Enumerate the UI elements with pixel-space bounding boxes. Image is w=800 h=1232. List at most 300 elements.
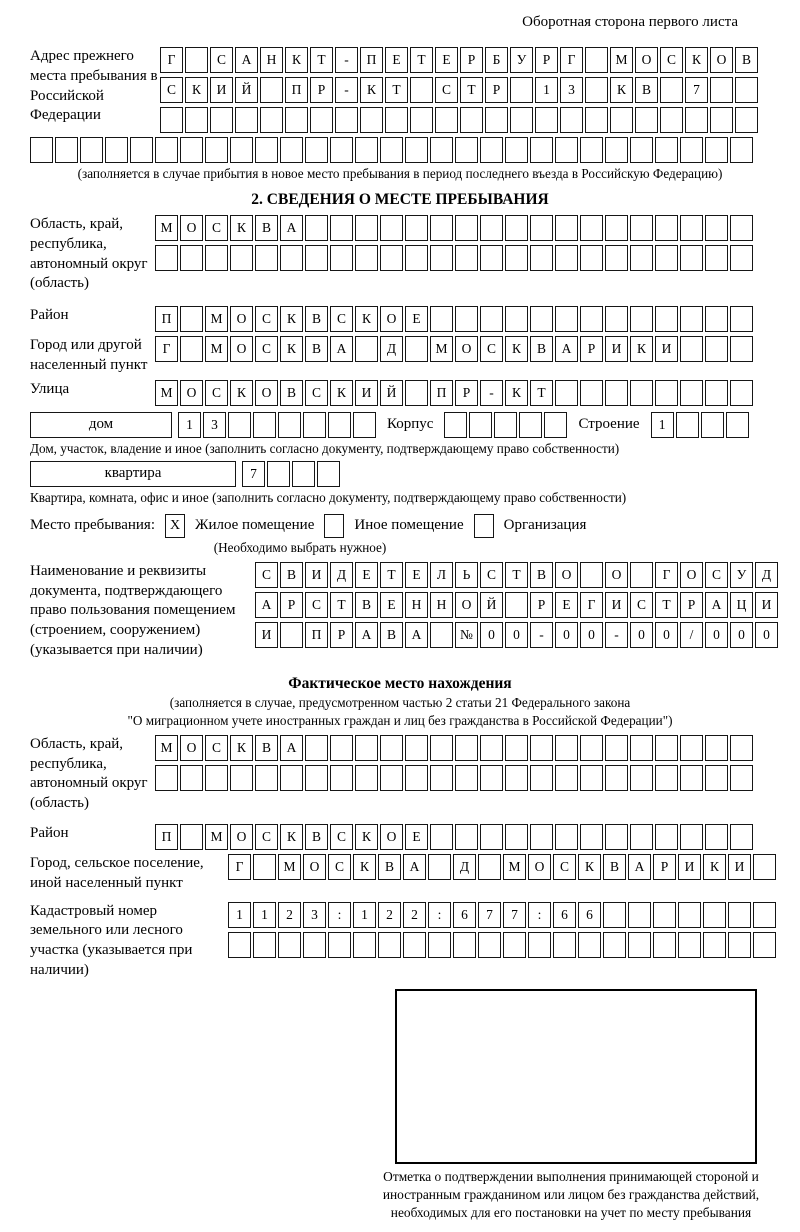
char-cell[interactable] (355, 215, 378, 241)
char-cell[interactable]: О (605, 562, 628, 588)
char-cell[interactable] (580, 765, 603, 791)
char-cell[interactable]: Р (535, 47, 558, 73)
char-cell[interactable] (353, 412, 376, 438)
char-cell[interactable]: А (705, 592, 728, 618)
char-cell[interactable] (455, 245, 478, 271)
char-cell[interactable] (530, 137, 553, 163)
char-cell[interactable] (480, 245, 503, 271)
char-cell[interactable]: А (235, 47, 258, 73)
char-cell[interactable] (678, 902, 701, 928)
char-cell[interactable]: С (630, 592, 653, 618)
char-cell[interactable]: Е (355, 562, 378, 588)
char-cell[interactable] (753, 932, 776, 958)
char-cell[interactable]: А (403, 854, 426, 880)
char-cell[interactable] (380, 245, 403, 271)
char-cell[interactable] (430, 245, 453, 271)
char-cell[interactable]: Р (530, 592, 553, 618)
char-cell[interactable]: Б (485, 47, 508, 73)
char-cell[interactable]: Т (385, 77, 408, 103)
char-cell[interactable] (580, 824, 603, 850)
char-cell[interactable]: 7 (685, 77, 708, 103)
char-cell[interactable] (478, 854, 501, 880)
char-cell[interactable] (730, 824, 753, 850)
char-cell[interactable] (55, 137, 78, 163)
char-cell[interactable] (660, 77, 683, 103)
char-cell[interactable] (710, 107, 733, 133)
char-cell[interactable]: Р (680, 592, 703, 618)
char-cell[interactable]: П (155, 306, 178, 332)
char-cell[interactable] (680, 306, 703, 332)
char-cell[interactable] (278, 412, 301, 438)
char-cell[interactable] (280, 765, 303, 791)
char-cell[interactable] (510, 107, 533, 133)
char-cell[interactable] (505, 735, 528, 761)
char-cell[interactable]: - (605, 622, 628, 648)
char-cell[interactable]: К (280, 336, 303, 362)
char-cell[interactable]: Ц (730, 592, 753, 618)
char-cell[interactable] (705, 336, 728, 362)
char-cell[interactable] (655, 824, 678, 850)
char-cell[interactable] (428, 854, 451, 880)
char-cell[interactable] (530, 735, 553, 761)
char-cell[interactable]: С (205, 215, 228, 241)
char-cell[interactable]: В (735, 47, 758, 73)
char-cell[interactable]: Г (580, 592, 603, 618)
char-cell[interactable]: В (255, 735, 278, 761)
char-cell[interactable] (155, 245, 178, 271)
char-cell[interactable] (505, 215, 528, 241)
char-cell[interactable]: В (380, 622, 403, 648)
char-cell[interactable] (726, 412, 749, 438)
char-cell[interactable]: Л (430, 562, 453, 588)
char-cell[interactable] (355, 245, 378, 271)
char-cell[interactable] (460, 107, 483, 133)
checkbox-residential[interactable]: X (165, 514, 185, 538)
char-cell[interactable] (255, 245, 278, 271)
char-cell[interactable]: К (330, 380, 353, 406)
char-cell[interactable]: В (355, 592, 378, 618)
char-cell[interactable] (410, 107, 433, 133)
char-cell[interactable] (405, 245, 428, 271)
char-cell[interactable] (505, 765, 528, 791)
char-cell[interactable] (330, 245, 353, 271)
char-cell[interactable] (705, 765, 728, 791)
char-cell[interactable] (705, 380, 728, 406)
char-cell[interactable] (605, 735, 628, 761)
char-cell[interactable]: Д (330, 562, 353, 588)
char-cell[interactable]: К (578, 854, 601, 880)
char-cell[interactable] (530, 824, 553, 850)
char-cell[interactable] (553, 932, 576, 958)
char-cell[interactable]: С (305, 380, 328, 406)
char-cell[interactable]: В (255, 215, 278, 241)
char-cell[interactable]: Н (430, 592, 453, 618)
char-cell[interactable]: Р (310, 77, 333, 103)
char-cell[interactable]: М (155, 215, 178, 241)
char-cell[interactable]: О (180, 215, 203, 241)
char-cell[interactable] (655, 765, 678, 791)
char-cell[interactable]: В (305, 336, 328, 362)
char-cell[interactable]: М (430, 336, 453, 362)
char-cell[interactable] (655, 215, 678, 241)
char-cell[interactable]: С (255, 562, 278, 588)
char-cell[interactable]: Е (405, 562, 428, 588)
char-cell[interactable] (360, 107, 383, 133)
char-cell[interactable]: С (255, 306, 278, 332)
char-cell[interactable] (730, 245, 753, 271)
char-cell[interactable] (630, 306, 653, 332)
char-cell[interactable] (105, 137, 128, 163)
char-cell[interactable] (555, 735, 578, 761)
char-cell[interactable]: 6 (453, 902, 476, 928)
char-cell[interactable] (555, 380, 578, 406)
char-cell[interactable] (519, 412, 542, 438)
char-cell[interactable] (680, 245, 703, 271)
char-cell[interactable] (205, 765, 228, 791)
char-cell[interactable] (455, 735, 478, 761)
char-cell[interactable] (730, 137, 753, 163)
char-cell[interactable]: А (405, 622, 428, 648)
char-cell[interactable] (753, 902, 776, 928)
char-cell[interactable] (653, 902, 676, 928)
char-cell[interactable] (155, 765, 178, 791)
char-cell[interactable] (728, 932, 751, 958)
char-cell[interactable]: К (505, 336, 528, 362)
char-cell[interactable] (228, 412, 251, 438)
char-cell[interactable]: 7 (478, 902, 501, 928)
char-cell[interactable]: С (480, 336, 503, 362)
char-cell[interactable]: Т (330, 592, 353, 618)
char-cell[interactable]: О (380, 824, 403, 850)
char-cell[interactable]: С (255, 336, 278, 362)
char-cell[interactable] (430, 765, 453, 791)
char-cell[interactable]: К (360, 77, 383, 103)
char-cell[interactable] (585, 107, 608, 133)
char-cell[interactable] (605, 215, 628, 241)
char-cell[interactable] (330, 735, 353, 761)
char-cell[interactable] (205, 137, 228, 163)
char-cell[interactable]: Г (655, 562, 678, 588)
char-cell[interactable] (530, 245, 553, 271)
char-cell[interactable] (578, 932, 601, 958)
char-cell[interactable] (505, 245, 528, 271)
char-cell[interactable] (730, 215, 753, 241)
char-cell[interactable]: Д (453, 854, 476, 880)
char-cell[interactable] (285, 107, 308, 133)
char-cell[interactable]: Ь (455, 562, 478, 588)
char-cell[interactable] (180, 824, 203, 850)
char-cell[interactable] (353, 932, 376, 958)
char-cell[interactable]: С (705, 562, 728, 588)
char-cell[interactable] (585, 77, 608, 103)
char-cell[interactable]: К (610, 77, 633, 103)
char-cell[interactable] (535, 107, 558, 133)
char-cell[interactable]: В (530, 336, 553, 362)
char-cell[interactable]: В (603, 854, 626, 880)
char-cell[interactable] (185, 47, 208, 73)
char-cell[interactable]: В (378, 854, 401, 880)
char-cell[interactable]: К (355, 824, 378, 850)
char-cell[interactable] (555, 306, 578, 332)
char-cell[interactable]: П (305, 622, 328, 648)
char-cell[interactable]: И (355, 380, 378, 406)
char-cell[interactable]: 6 (578, 902, 601, 928)
char-cell[interactable] (705, 215, 728, 241)
char-cell[interactable] (730, 380, 753, 406)
char-cell[interactable] (605, 765, 628, 791)
char-cell[interactable]: 0 (730, 622, 753, 648)
char-cell[interactable] (405, 215, 428, 241)
char-cell[interactable]: М (205, 306, 228, 332)
char-cell[interactable] (180, 765, 203, 791)
char-cell[interactable] (580, 562, 603, 588)
char-cell[interactable]: С (328, 854, 351, 880)
char-cell[interactable] (478, 932, 501, 958)
char-cell[interactable]: С (330, 306, 353, 332)
char-cell[interactable]: О (455, 336, 478, 362)
char-cell[interactable] (555, 137, 578, 163)
char-cell[interactable]: О (230, 824, 253, 850)
char-cell[interactable]: Е (405, 824, 428, 850)
char-cell[interactable]: Т (410, 47, 433, 73)
char-cell[interactable]: С (660, 47, 683, 73)
char-cell[interactable] (180, 336, 203, 362)
char-cell[interactable] (580, 215, 603, 241)
char-cell[interactable] (455, 137, 478, 163)
char-cell[interactable]: К (703, 854, 726, 880)
char-cell[interactable]: И (655, 336, 678, 362)
char-cell[interactable]: 6 (553, 902, 576, 928)
char-cell[interactable]: 0 (755, 622, 778, 648)
char-cell[interactable]: И (255, 622, 278, 648)
char-cell[interactable] (655, 735, 678, 761)
char-cell[interactable] (330, 765, 353, 791)
char-cell[interactable]: М (155, 735, 178, 761)
char-cell[interactable] (330, 137, 353, 163)
house-box[interactable]: дом (30, 412, 172, 438)
char-cell[interactable] (180, 306, 203, 332)
char-cell[interactable] (555, 245, 578, 271)
char-cell[interactable] (555, 765, 578, 791)
char-cell[interactable] (530, 765, 553, 791)
char-cell[interactable] (485, 107, 508, 133)
char-cell[interactable] (317, 461, 340, 487)
char-cell[interactable]: А (355, 622, 378, 648)
char-cell[interactable] (703, 932, 726, 958)
char-cell[interactable] (310, 107, 333, 133)
char-cell[interactable] (680, 137, 703, 163)
char-cell[interactable]: М (610, 47, 633, 73)
char-cell[interactable]: О (710, 47, 733, 73)
char-cell[interactable]: В (635, 77, 658, 103)
char-cell[interactable] (730, 336, 753, 362)
char-cell[interactable] (444, 412, 467, 438)
char-cell[interactable] (505, 137, 528, 163)
char-cell[interactable] (653, 932, 676, 958)
char-cell[interactable]: : (428, 902, 451, 928)
char-cell[interactable] (405, 765, 428, 791)
char-cell[interactable]: С (255, 824, 278, 850)
char-cell[interactable]: 1 (253, 902, 276, 928)
char-cell[interactable]: Е (380, 592, 403, 618)
char-cell[interactable] (730, 306, 753, 332)
char-cell[interactable] (655, 306, 678, 332)
char-cell[interactable]: 0 (505, 622, 528, 648)
apartment-box[interactable]: квартира (30, 461, 236, 487)
char-cell[interactable] (355, 735, 378, 761)
char-cell[interactable] (455, 215, 478, 241)
char-cell[interactable]: 7 (242, 461, 265, 487)
char-cell[interactable]: И (605, 592, 628, 618)
char-cell[interactable]: 1 (651, 412, 674, 438)
char-cell[interactable]: А (280, 215, 303, 241)
char-cell[interactable]: В (305, 306, 328, 332)
char-cell[interactable]: К (280, 824, 303, 850)
char-cell[interactable]: О (635, 47, 658, 73)
char-cell[interactable]: Р (580, 336, 603, 362)
char-cell[interactable]: 1 (535, 77, 558, 103)
char-cell[interactable] (305, 245, 328, 271)
char-cell[interactable] (30, 137, 53, 163)
char-cell[interactable]: К (230, 380, 253, 406)
char-cell[interactable] (680, 215, 703, 241)
char-cell[interactable] (230, 137, 253, 163)
char-cell[interactable]: Е (405, 306, 428, 332)
char-cell[interactable]: Г (160, 47, 183, 73)
char-cell[interactable]: М (278, 854, 301, 880)
char-cell[interactable]: С (435, 77, 458, 103)
char-cell[interactable] (355, 765, 378, 791)
char-cell[interactable]: С (210, 47, 233, 73)
char-cell[interactable]: О (230, 306, 253, 332)
char-cell[interactable] (605, 380, 628, 406)
char-cell[interactable]: Е (385, 47, 408, 73)
char-cell[interactable] (253, 854, 276, 880)
char-cell[interactable] (555, 824, 578, 850)
char-cell[interactable] (280, 137, 303, 163)
char-cell[interactable] (480, 306, 503, 332)
char-cell[interactable] (503, 932, 526, 958)
char-cell[interactable] (305, 215, 328, 241)
char-cell[interactable]: 2 (278, 902, 301, 928)
char-cell[interactable] (255, 765, 278, 791)
char-cell[interactable]: - (335, 77, 358, 103)
char-cell[interactable] (635, 107, 658, 133)
char-cell[interactable]: М (155, 380, 178, 406)
char-cell[interactable]: Й (235, 77, 258, 103)
char-cell[interactable]: Н (405, 592, 428, 618)
char-cell[interactable]: М (205, 824, 228, 850)
char-cell[interactable] (278, 932, 301, 958)
char-cell[interactable] (405, 735, 428, 761)
char-cell[interactable]: Й (480, 592, 503, 618)
char-cell[interactable] (328, 932, 351, 958)
char-cell[interactable]: С (160, 77, 183, 103)
char-cell[interactable]: К (285, 47, 308, 73)
char-cell[interactable] (355, 336, 378, 362)
char-cell[interactable] (544, 412, 567, 438)
char-cell[interactable]: П (155, 824, 178, 850)
char-cell[interactable]: А (330, 336, 353, 362)
char-cell[interactable] (130, 137, 153, 163)
char-cell[interactable]: 2 (403, 902, 426, 928)
char-cell[interactable] (430, 735, 453, 761)
char-cell[interactable]: С (205, 735, 228, 761)
char-cell[interactable] (403, 932, 426, 958)
char-cell[interactable] (455, 306, 478, 332)
char-cell[interactable] (710, 77, 733, 103)
char-cell[interactable] (385, 107, 408, 133)
char-cell[interactable]: 3 (303, 902, 326, 928)
char-cell[interactable]: П (285, 77, 308, 103)
char-cell[interactable] (185, 107, 208, 133)
char-cell[interactable]: - (530, 622, 553, 648)
char-cell[interactable] (705, 137, 728, 163)
char-cell[interactable] (380, 735, 403, 761)
char-cell[interactable]: О (230, 336, 253, 362)
char-cell[interactable]: Е (435, 47, 458, 73)
char-cell[interactable]: Т (505, 562, 528, 588)
char-cell[interactable] (430, 824, 453, 850)
char-cell[interactable] (660, 107, 683, 133)
char-cell[interactable] (455, 824, 478, 850)
char-cell[interactable] (630, 562, 653, 588)
char-cell[interactable]: С (330, 824, 353, 850)
char-cell[interactable] (735, 77, 758, 103)
char-cell[interactable] (603, 902, 626, 928)
char-cell[interactable] (655, 245, 678, 271)
char-cell[interactable]: П (360, 47, 383, 73)
char-cell[interactable] (180, 245, 203, 271)
char-cell[interactable] (630, 380, 653, 406)
char-cell[interactable] (205, 245, 228, 271)
char-cell[interactable] (430, 215, 453, 241)
char-cell[interactable]: К (505, 380, 528, 406)
char-cell[interactable]: Р (280, 592, 303, 618)
char-cell[interactable]: М (205, 336, 228, 362)
char-cell[interactable] (494, 412, 517, 438)
char-cell[interactable]: К (685, 47, 708, 73)
char-cell[interactable]: У (730, 562, 753, 588)
char-cell[interactable]: К (280, 306, 303, 332)
char-cell[interactable] (753, 854, 776, 880)
char-cell[interactable] (630, 735, 653, 761)
char-cell[interactable]: Т (530, 380, 553, 406)
char-cell[interactable]: 2 (378, 902, 401, 928)
char-cell[interactable] (230, 245, 253, 271)
char-cell[interactable] (505, 592, 528, 618)
char-cell[interactable] (605, 824, 628, 850)
char-cell[interactable] (480, 765, 503, 791)
char-cell[interactable] (680, 735, 703, 761)
char-cell[interactable]: И (605, 336, 628, 362)
checkbox-organization[interactable] (474, 514, 494, 538)
char-cell[interactable] (705, 306, 728, 332)
char-cell[interactable] (630, 245, 653, 271)
char-cell[interactable] (705, 824, 728, 850)
char-cell[interactable] (510, 77, 533, 103)
char-cell[interactable] (305, 137, 328, 163)
char-cell[interactable] (680, 765, 703, 791)
char-cell[interactable]: И (305, 562, 328, 588)
char-cell[interactable] (730, 735, 753, 761)
char-cell[interactable]: - (480, 380, 503, 406)
char-cell[interactable]: Й (380, 380, 403, 406)
char-cell[interactable]: Г (155, 336, 178, 362)
char-cell[interactable]: Г (228, 854, 251, 880)
char-cell[interactable] (453, 932, 476, 958)
char-cell[interactable]: 0 (705, 622, 728, 648)
